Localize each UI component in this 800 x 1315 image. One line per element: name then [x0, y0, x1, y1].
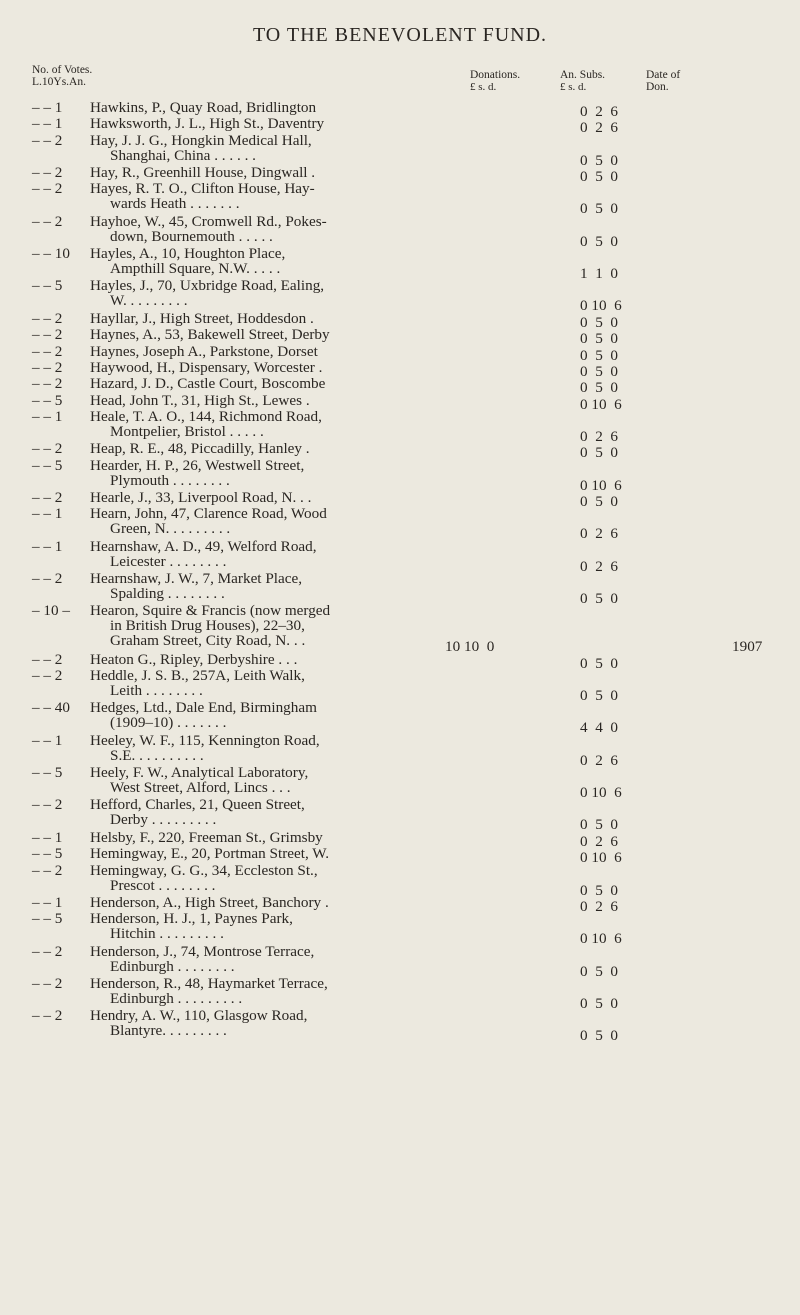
- entry-line: Henderson, J., 74, Montrose Terrace,: [90, 942, 315, 960]
- entry-name-address: [90, 944, 466, 974]
- entry-annual-sub: 0 2 6: [580, 897, 618, 915]
- entry-line: Hayes, R. T. O., Clifton House, Hay-: [90, 180, 315, 198]
- entry-line: West Street, Alford, Lincs . . .: [110, 779, 291, 797]
- entry-line: Heap, R. E., 48, Piccadilly, Hanley .: [90, 440, 310, 458]
- entry-line: down, Bournemouth . . . . .: [110, 227, 273, 245]
- entry-annual-sub: 0 5 0: [580, 362, 618, 380]
- entry-votes: – 10 –: [32, 602, 70, 620]
- entry-votes: – – 40: [32, 699, 70, 717]
- entry-line: Hitchin . . . . . . . . .: [110, 925, 224, 943]
- entry-line: Haynes, A., 53, Bakewell Street, Derby: [90, 326, 330, 344]
- donations-header-label: Donations.: [470, 69, 521, 81]
- entry-line: wards Heath . . . . . . .: [110, 195, 240, 213]
- entry-name-address: [90, 246, 466, 276]
- entry-line: Heddle, J. S. B., 257A, Leith Walk,: [90, 667, 305, 685]
- entry-annual-sub: 1 1 0: [580, 265, 618, 283]
- votes-header-line1: No. of Votes.: [32, 64, 93, 76]
- entry-votes: – – 2: [32, 326, 63, 344]
- entry-line: Helsby, F., 220, Freeman St., Grimsby: [90, 828, 323, 846]
- entry-line: Blantyre. . . . . . . . .: [110, 1022, 227, 1040]
- subs-header-units: £ s. d.: [560, 81, 587, 93]
- entry-line: Hawkins, P., Quay Road, Bridlington: [90, 99, 317, 116]
- entry-name-address: [90, 863, 466, 893]
- entry-line: Prescot . . . . . . . .: [110, 876, 216, 894]
- entry-votes: – – 2: [32, 488, 63, 506]
- entry-line: Heaton G., Ripley, Derbyshire . . .: [90, 650, 298, 668]
- entry-line: Hayllar, J., High Street, Hoddesdon .: [90, 309, 314, 327]
- entry-name-address: [90, 603, 466, 648]
- entry-annual-sub: 0 5 0: [580, 687, 618, 705]
- entry-line: Hefford, Charles, 21, Queen Street,: [90, 796, 305, 814]
- entry-annual-sub: 0 5 0: [580, 346, 618, 364]
- entry-line: Heale, T. A. O., 144, Richmond Road,: [90, 407, 322, 425]
- entry-name-address: [90, 278, 466, 308]
- entry-name-address: [90, 571, 466, 601]
- entry-line: Hayles, J., 70, Uxbridge Road, Ealing,: [90, 277, 325, 295]
- entry-line: Edinburgh . . . . . . . . .: [110, 989, 243, 1007]
- entry-annual-sub: 0 2 6: [580, 557, 618, 575]
- entry-line: Heely, F. W., Analytical Laboratory,: [90, 764, 309, 782]
- entry-votes: – – 5: [32, 845, 63, 863]
- entry-name-address: [90, 652, 466, 667]
- entry-line: Green, N. . . . . . . . .: [110, 520, 231, 538]
- entry-line: Hearle, J., 33, Liverpool Road, N. . .: [90, 488, 312, 506]
- entry-name-address: [90, 344, 466, 359]
- entry-line: Hayles, A., 10, Houghton Place,: [90, 245, 286, 263]
- entry-line: Ampthill Square, N.W. . . . .: [110, 260, 281, 278]
- entry-name-address: [90, 490, 466, 505]
- entry-annual-sub: 0 5 0: [580, 654, 618, 672]
- entry-name-address: [90, 100, 466, 115]
- entry-annual-sub: 0 5 0: [580, 994, 618, 1012]
- entry-name-address: [90, 311, 466, 326]
- entry-line: Hay, J. J. G., Hongkin Medical Hall,: [90, 131, 312, 149]
- entry-line: Spalding . . . . . . . .: [110, 585, 225, 602]
- entry-annual-sub: 0 5 0: [580, 590, 618, 607]
- entry-annual-sub: 0 5 0: [580, 168, 618, 186]
- donations-header: [470, 69, 570, 93]
- entry-line: Leith . . . . . . . .: [110, 682, 203, 700]
- entry-annual-sub: 0 2 6: [580, 427, 618, 445]
- entry-annual-sub: 0 2 6: [580, 119, 618, 137]
- entry-line: in British Drug Houses), 22–30,: [110, 617, 305, 635]
- entry-line: Plymouth . . . . . . . .: [110, 471, 230, 489]
- entry-line: Leicester . . . . . . . .: [110, 552, 227, 570]
- entry-name-address: [90, 976, 466, 1006]
- entry-name-address: [90, 539, 466, 569]
- entry-name-address: [90, 441, 466, 456]
- entry-votes: – – 2: [32, 650, 63, 668]
- entry-annual-sub: 0 5 0: [580, 962, 618, 980]
- entry-line: (1909–10) . . . . . . .: [110, 714, 227, 732]
- entry-line: Hearn, John, 47, Clarence Road, Wood: [90, 505, 327, 523]
- entry-name-address: [90, 181, 466, 211]
- entry-line: Hayhoe, W., 45, Cromwell Rd., Pokes-: [90, 212, 327, 230]
- entry-name-address: [90, 830, 466, 845]
- entry-line: Haynes, Joseph A., Parkstone, Dorset: [90, 342, 318, 360]
- entry-name-address: [90, 214, 466, 244]
- entry-name-address: [90, 765, 466, 795]
- entry-line: Hearder, H. P., 26, Westwell Street,: [90, 456, 305, 474]
- entry-name-address: [90, 165, 466, 180]
- entry-line: Head, John T., 31, High St., Lewes .: [90, 391, 310, 409]
- entry-line: Hazard, J. D., Castle Court, Boscombe: [90, 375, 326, 393]
- entry-votes: – – 2: [32, 796, 63, 814]
- subs-header: [560, 69, 640, 93]
- entry-annual-sub: 4 4 0: [580, 719, 618, 737]
- entry-votes: – – 2: [32, 375, 63, 393]
- entry-line: W. . . . . . . . .: [110, 292, 188, 310]
- entry-annual-sub: 0 5 0: [580, 200, 618, 218]
- entry-line: Hearnshaw, J. W., 7, Market Place,: [90, 570, 303, 587]
- entry-annual-sub: 0 5 0: [580, 816, 618, 834]
- entry-line: Hemingway, G. G., 34, Eccleston St.,: [90, 861, 318, 879]
- entry-votes: – – 2: [32, 440, 63, 458]
- entry-line: Henderson, H. J., 1, Paynes Park,: [90, 910, 293, 928]
- entry-donation: 10 10 0: [445, 638, 495, 656]
- entry-annual-sub: 0 5 0: [580, 444, 618, 462]
- entry-votes: – – 10: [32, 245, 70, 263]
- entry-line: Hemingway, E., 20, Portman Street, W.: [90, 845, 330, 863]
- entry-name-address: [90, 1008, 466, 1038]
- entry-line: Hearnshaw, A. D., 49, Welford Road,: [90, 537, 317, 555]
- entry-line: Heeley, W. F., 115, Kennington Road,: [90, 731, 320, 749]
- entry-name-address: [90, 506, 466, 536]
- entry-name-address: [90, 116, 466, 131]
- entry-line: S.E. . . . . . . . . .: [110, 746, 204, 764]
- entry-name-address: [90, 376, 466, 391]
- entry-annual-sub: 0 5 0: [580, 881, 618, 899]
- entry-annual-sub: 0 2 6: [580, 103, 618, 120]
- entry-votes: – – 2: [32, 1007, 63, 1025]
- entry-name-address: [90, 133, 466, 163]
- entry-votes: – – 1: [32, 731, 63, 749]
- entry-name-address: [90, 393, 466, 408]
- entry-line: Hedges, Ltd., Dale End, Birmingham: [90, 699, 317, 717]
- entry-annual-sub: 0 2 6: [580, 751, 618, 769]
- entry-votes: – – 2: [32, 131, 63, 149]
- entry-name-address: [90, 360, 466, 375]
- entry-line: Henderson, R., 48, Haymarket Terrace,: [90, 974, 328, 992]
- entry-line: Hawksworth, J. L., High St., Daventry: [90, 115, 325, 133]
- entry-votes: – – 1: [32, 537, 63, 555]
- entry-annual-sub: 0 10 6: [580, 930, 622, 948]
- entry-name-address: [90, 733, 466, 763]
- entry-votes: – – 1: [32, 115, 63, 133]
- entry-votes: – – 2: [32, 180, 63, 198]
- entry-votes: – – 1: [32, 828, 63, 846]
- entry-line: Henderson, A., High Street, Banchory .: [90, 893, 329, 911]
- entry-votes: – – 2: [32, 358, 63, 376]
- entry-annual-sub: 0 10 6: [580, 849, 622, 867]
- entry-name-address: [90, 409, 466, 439]
- entry-line: Graham Street, City Road, N. . .: [110, 632, 306, 650]
- entry-votes: – – 5: [32, 277, 63, 295]
- votes-header-line2: L.10Ys.An.: [32, 76, 86, 88]
- entry-votes: – – 5: [32, 764, 63, 782]
- date-header: [646, 69, 746, 93]
- entry-votes: – – 2: [32, 942, 63, 960]
- entry-votes: – – 1: [32, 99, 63, 116]
- entry-votes: – – 2: [32, 212, 63, 230]
- entry-line: Montpelier, Bristol . . . . .: [110, 422, 264, 440]
- date-header-line1: Date of: [646, 69, 681, 81]
- entry-votes: – – 2: [32, 861, 63, 879]
- entry-annual-sub: 0 2 6: [580, 525, 618, 543]
- entry-annual-sub: 0 5 0: [580, 1027, 618, 1045]
- entry-date: 1907: [732, 638, 763, 656]
- entry-name-address: [90, 911, 466, 941]
- entry-votes: – – 2: [32, 309, 63, 327]
- entry-annual-sub: 0 5 0: [580, 313, 618, 331]
- entry-votes: – – 1: [32, 505, 63, 523]
- entry-name-address: [90, 458, 466, 488]
- subs-header-label: An. Subs.: [560, 69, 606, 81]
- entry-annual-sub: 0 5 0: [580, 330, 618, 348]
- entry-votes: – – 5: [32, 391, 63, 409]
- entry-line: Hearon, Squire & Francis (now merged: [90, 602, 331, 620]
- entry-annual-sub: 0 5 0: [580, 232, 618, 250]
- entry-annual-sub: 0 10 6: [580, 297, 622, 315]
- entry-line: Edinburgh . . . . . . . .: [110, 957, 235, 975]
- entry-line: Shanghai, China . . . . . .: [110, 146, 256, 164]
- entry-votes: – – 2: [32, 974, 63, 992]
- entry-annual-sub: 0 5 0: [580, 492, 618, 510]
- entry-name-address: [90, 700, 466, 730]
- entry-name-address: [90, 846, 466, 861]
- entry-line: Hay, R., Greenhill House, Dingwall .: [90, 164, 316, 182]
- entry-votes: – – 5: [32, 456, 63, 474]
- entry-name-address: [90, 895, 466, 910]
- entry-votes: – – 2: [32, 342, 63, 360]
- entry-line: Hendry, A. W., 110, Glasgow Road,: [90, 1007, 308, 1025]
- entry-name-address: [90, 797, 466, 827]
- entry-annual-sub: 0 10 6: [580, 395, 622, 413]
- entry-annual-sub: 0 2 6: [580, 832, 618, 850]
- donations-header-units: £ s. d.: [470, 81, 497, 93]
- entry-name-address: [90, 327, 466, 342]
- entry-name-address: [90, 668, 466, 698]
- entry-line: Derby . . . . . . . . .: [110, 811, 217, 829]
- entry-votes: – – 2: [32, 667, 63, 685]
- entry-line: Haywood, H., Dispensary, Worcester .: [90, 358, 323, 376]
- votes-header: [32, 64, 92, 88]
- entry-votes: – – 2: [32, 164, 63, 182]
- entry-votes: – – 5: [32, 910, 63, 928]
- entry-annual-sub: 0 10 6: [580, 784, 622, 802]
- entry-votes: – – 2: [32, 570, 63, 587]
- page-title: TO THE BENEVOLENT FUND.: [252, 24, 548, 46]
- entry-annual-sub: 0 10 6: [580, 476, 622, 494]
- entry-votes: – – 1: [32, 407, 63, 425]
- entry-annual-sub: 0 5 0: [580, 379, 618, 397]
- entry-annual-sub: 0 5 0: [580, 151, 618, 169]
- entry-votes: – – 1: [32, 893, 63, 911]
- date-header-line2: Don.: [646, 81, 669, 93]
